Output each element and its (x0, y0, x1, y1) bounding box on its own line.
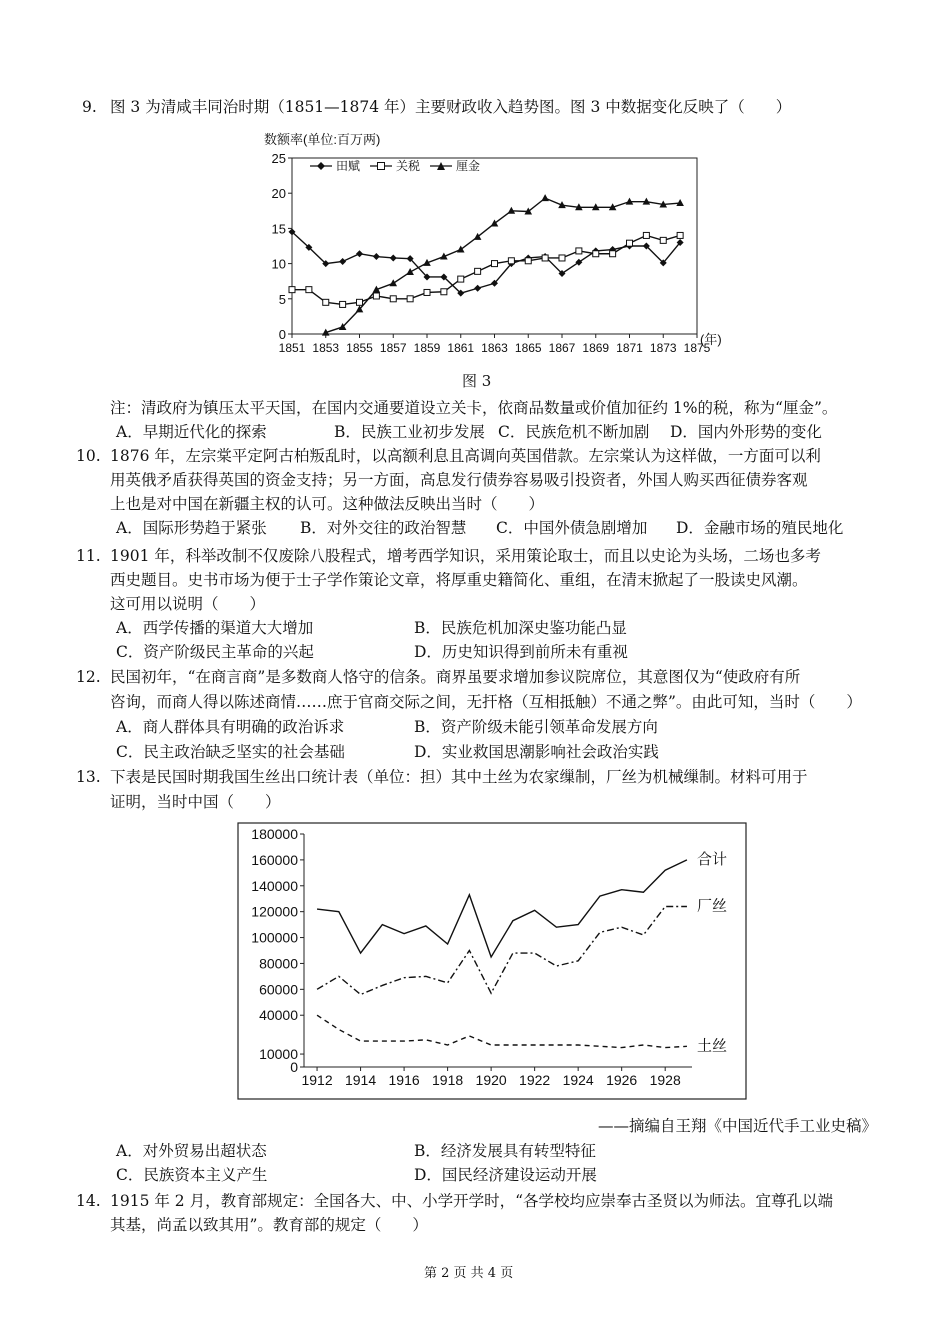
chart1-point-guanshui (357, 299, 363, 305)
q13-option-a[interactable]: A．对外贸易出超状态 (116, 1142, 267, 1160)
chart1-series-line-0 (292, 232, 680, 293)
chart2-frame (238, 823, 746, 1099)
chart2-xtick-label: 1922 (519, 1072, 551, 1088)
chart2-ytick-label: 120000 (251, 903, 298, 920)
q10-line-1: 1876 年，左宗棠平定阿古柏叛乱时，以高额利息且高调向英国借款。左宗棠认为这样做，一方面可以利 (110, 447, 821, 465)
chart2-xtick-label: 1920 (475, 1072, 507, 1088)
chart1-ytick-label: 10 (271, 256, 286, 272)
q13-option-c[interactable]: C．民族资本主义产生 (116, 1166, 268, 1184)
chart1-ytick-label: 25 (271, 151, 286, 166)
q13-source: ——摘编自王翔《中国近代手工业史稿》 (598, 1117, 878, 1135)
q10-line-2: 用英俄矛盾获得英国的资金支持；另一方面，高息发行债券容易吸引投资者，外国人购买西征债券客观 (110, 471, 808, 489)
legend-square-marker-icon (378, 163, 385, 170)
chart1-legend-tianfu: 田赋 (336, 159, 361, 173)
chart1-point-guanshui (643, 232, 649, 238)
chart1-legend (310, 158, 480, 173)
chart2-xtick-label: 1928 (649, 1072, 681, 1088)
chart1-point-guanshui (458, 276, 464, 282)
chart1-point-guanshui (525, 258, 531, 264)
chart1-legend-lijin: 厘金 (456, 159, 481, 173)
chart1-point-guanshui (407, 296, 413, 302)
q13-option-d[interactable]: D．国民经济建设运动开展 (414, 1166, 597, 1184)
q14-line-2: 其基，尚孟以致其用”。教育部的规定（ ） (110, 1216, 428, 1234)
chart1-ytick-label: 15 (271, 221, 286, 237)
q9-option-a[interactable]: A．早期近代化的探索 (116, 423, 267, 441)
chart1-point-lijin (389, 279, 397, 286)
chart1-point-guanshui (508, 258, 514, 264)
q12-line-2: 咨询，而商人得以陈述商情……庶于官商交际之间，无扞格（互相抵触）不通之弊”。由此可知，当时（ ） (110, 693, 862, 711)
q9-option-c[interactable]: C．民族危机不断加剧 (498, 423, 650, 441)
chart-silk-export (234, 820, 754, 1104)
chart1-xtick-label: 1859 (413, 341, 441, 355)
chart1-xtick-label: 1873 (649, 341, 677, 355)
chart2-xtick-label: 1912 (301, 1072, 333, 1088)
chart1-ylabel: 数额率(单位:百万两) (264, 132, 381, 147)
chart1-point-guanshui (289, 287, 295, 293)
q10-number: 10. (76, 447, 101, 465)
chart1-xlabel: (年) (700, 332, 722, 347)
chart1-point-guanshui (610, 251, 616, 257)
chart1-xtick-label: 1865 (514, 341, 542, 355)
chart1-point-lijin (541, 194, 549, 201)
chart2-xtick-label: 1918 (432, 1072, 464, 1088)
chart1-ytick-label: 20 (271, 186, 286, 202)
chart1-xtick-label: 1871 (616, 341, 643, 355)
chart1-point-guanshui (373, 293, 379, 299)
chart1-point-tianfu (474, 285, 481, 292)
q14-number: 14. (76, 1192, 101, 1210)
q11-line-2: 西史题目。史书市场为便于士子学作策论文章，将厚重史籍简化、重组，在清末掀起了一股读史风潮。 (110, 571, 808, 589)
chart1-point-guanshui (559, 255, 565, 261)
chart1-series-line-2 (326, 198, 680, 332)
chart2-xtick-label: 1924 (562, 1072, 594, 1088)
chart1-xtick-label: 1853 (312, 341, 340, 355)
chart-fiscal-revenue (262, 122, 742, 362)
q14-line-1: 1915 年 2 月，教育部规定：全国各大、中、小学开学时，“各学校均应崇奉古圣贤以为师法。宜尊孔以端 (110, 1192, 834, 1210)
q11-line-3: 这可用以说明（ ） (110, 595, 266, 613)
q10-option-c[interactable]: C．中国外债急剧增加 (496, 519, 648, 537)
chart1-xtick-label: 1875 (683, 341, 711, 355)
chart2-ytick-label: 80000 (259, 955, 298, 972)
q11-option-c[interactable]: C．资产阶级民主革命的兴起 (116, 643, 314, 661)
q9-note: 注：清政府为镇压太平天国，在国内交通要道设立关卡，依商品数量或价值加征约 1%的税，称为“厘金”。 (110, 399, 838, 417)
page-footer: 第 2 页 共 4 页 (424, 1266, 514, 1281)
chart2-xtick-label: 1916 (388, 1072, 420, 1088)
chart1-ytick-label: 5 (278, 291, 286, 307)
q11-option-a[interactable]: A．西学传播的渠道大大增加 (116, 619, 314, 637)
chart2-ytick-label: 100000 (251, 929, 298, 946)
q11-number: 11. (76, 547, 101, 565)
chart1-point-lijin (457, 246, 465, 253)
q10-option-d[interactable]: D．金融市场的殖民地化 (676, 519, 844, 537)
q9-number: 9. (82, 98, 97, 116)
q12-line-1: 民国初年，“在商言商”是多数商人恪守的信条。商界虽要求增加参议院席位，其意图仅为“使政府有所 (110, 668, 801, 686)
chart1-point-tianfu (373, 253, 380, 260)
chart2-ytick-label: 180000 (251, 826, 298, 842)
chart2-ytick-label: 60000 (259, 981, 298, 998)
chart1-point-guanshui (340, 301, 346, 307)
q13-number: 13. (76, 768, 101, 786)
chart1-xtick-label: 1857 (379, 341, 407, 355)
chart1-ytick-label: 0 (278, 327, 286, 342)
chart1-point-tianfu (390, 254, 397, 261)
chart1-point-guanshui (660, 237, 666, 243)
chart2-xtick-label: 1914 (344, 1072, 377, 1088)
chart2-ytick-label: 0 (290, 1059, 298, 1075)
chart2-series-label-0: 合计 (696, 850, 727, 868)
chart1-point-guanshui (390, 296, 396, 302)
chart2-xtick-label: 1926 (606, 1072, 638, 1088)
chart1-xtick-label: 1867 (548, 341, 576, 355)
chart1-xtick-label: 1855 (346, 341, 373, 355)
q11-option-b[interactable]: B．民族危机加深史鉴功能凸显 (414, 619, 627, 637)
q10-option-a[interactable]: A．国际形势趋于紧张 (116, 519, 267, 537)
chart2-series-label-1: 厂丝 (696, 897, 727, 915)
q11-line-1: 1901 年，科举改制不仅废除八股程式，增考西学知识，采用策论取士，而且以史论为头场，二场也多考 (110, 547, 821, 565)
q12-option-c[interactable]: C．民主政治缺乏坚实的社会基础 (116, 743, 345, 761)
chart2-ytick-label: 10000 (259, 1046, 298, 1063)
q12-option-b[interactable]: B．资产阶级未能引领革命发展方向 (414, 718, 658, 736)
chart1-point-lijin (491, 219, 499, 226)
chart1-point-guanshui (323, 299, 329, 305)
chart2-ytick-label: 40000 (259, 1007, 298, 1024)
chart1-xtick-label: 1863 (481, 341, 508, 355)
q10-option-b[interactable]: B．对外交往的政治智慧 (300, 519, 467, 537)
chart1-point-lijin (406, 268, 414, 275)
q12-option-d[interactable]: D．实业救国思潮影响社会政治实践 (414, 743, 659, 761)
chart2-ytick-label: 140000 (251, 877, 298, 894)
q12-number: 12. (76, 668, 101, 686)
q10-line-3: 上也是对中国在新疆主权的认可。这种做法反映出当时（ ） (110, 495, 545, 513)
q13-option-b[interactable]: B．经济发展具有转型特征 (414, 1142, 596, 1160)
chart1-point-guanshui (441, 289, 447, 295)
chart1-xtick-label: 1869 (582, 341, 610, 355)
q9-stem: 图 3 为清咸丰同治时期（1851—1874 年）主要财政收入趋势图。图 3 中数据变化反映了（ ） (110, 98, 792, 116)
q13-line-1: 下表是民国时期我国生丝出口统计表（单位：担）其中土丝为农家缫制，厂丝为机械缫制。材料可用于 (110, 768, 808, 786)
q9-option-b[interactable]: B．民族工业初步发展 (334, 423, 485, 441)
chart1-point-guanshui (677, 232, 683, 238)
chart1-point-guanshui (576, 248, 582, 254)
chart2-series-label-2: 土丝 (696, 1037, 727, 1055)
figure-3-caption: 图 3 (462, 372, 492, 390)
chart1-point-tianfu (339, 258, 346, 265)
chart1-point-tianfu (356, 250, 363, 257)
q12-option-a[interactable]: A．商人群体具有明确的政治诉求 (116, 718, 345, 736)
chart1-xtick-label: 1851 (278, 341, 306, 355)
chart1-point-guanshui (424, 289, 430, 295)
chart1-xtick-label: 1861 (447, 341, 475, 355)
chart1-point-lijin (676, 199, 684, 206)
chart1-legend-guanshui: 关税 (396, 159, 421, 173)
q13-line-2: 证明，当时中国（ ） (110, 793, 281, 811)
chart1-point-guanshui (306, 287, 312, 293)
q11-option-d[interactable]: D．历史知识得到前所未有重视 (414, 643, 628, 661)
chart1-point-guanshui (475, 268, 481, 274)
chart1-point-guanshui (627, 240, 633, 246)
chart1-point-guanshui (593, 251, 599, 257)
legend-diamond-marker-icon (317, 162, 325, 170)
q9-option-d[interactable]: D．国内外形势的变化 (670, 423, 822, 441)
chart1-point-guanshui (492, 261, 498, 267)
chart1-series-line-1 (292, 235, 680, 304)
chart1-point-guanshui (542, 255, 548, 261)
chart2-ytick-label: 160000 (251, 851, 298, 868)
